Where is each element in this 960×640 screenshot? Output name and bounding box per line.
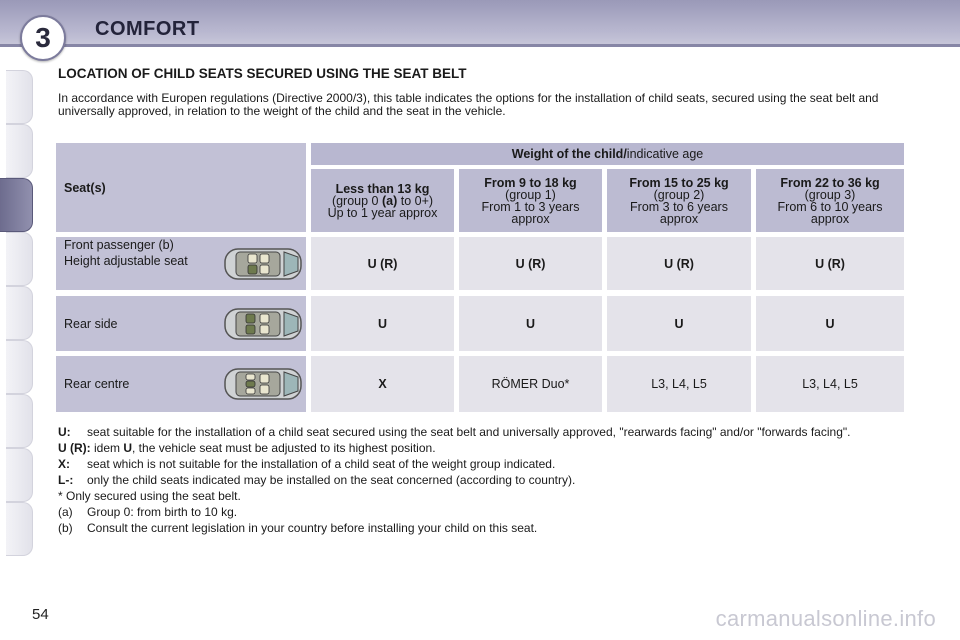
column-4-group: (group 3) (804, 187, 856, 202)
car-seat-diagram-rear-centre-icon (224, 367, 302, 401)
cell-value: U (R) (367, 256, 398, 271)
chapter-tab-9[interactable] (6, 502, 33, 556)
cell-value: U (825, 316, 835, 331)
watermark: carmanualsonline.info (715, 606, 936, 631)
weight-header (311, 143, 904, 165)
legend-text: seat suitable for the installation of a child seat secured using the seat belt and universally approved, "rearwards facing" and/or "forwards facing". (87, 425, 851, 439)
cell-value: U (R) (815, 256, 845, 271)
column-1-group: (group 0 (a) to 0+) (331, 193, 434, 208)
table-cell (311, 356, 454, 412)
legend-text: U (R): idem U, the vehicle seat must be adjusted to its highest position. (58, 441, 436, 455)
legend-item-x (58, 458, 918, 471)
page-number: 54 (32, 606, 49, 623)
column-1-age: Up to 1 year approx (327, 205, 438, 220)
chapter-tab-6[interactable] (6, 340, 33, 394)
seat-column-header (56, 143, 306, 232)
legend-key: (b) (58, 521, 73, 535)
chapter-tab-8[interactable] (6, 448, 33, 502)
table-cell (756, 356, 904, 412)
weight-header-bold: Weight of the child/ (511, 147, 627, 161)
chapter-title: COMFORT (95, 18, 200, 40)
legend-key: L-: (58, 473, 74, 487)
chapter-number-badge (20, 15, 66, 61)
car-seat-diagram-rear-side-icon (224, 307, 302, 341)
cell-value: L3, L4, L5 (802, 377, 858, 391)
legend-key: X: (58, 457, 70, 471)
column-3-approx: approx (659, 211, 699, 226)
table-cell (607, 356, 751, 412)
table-cell (459, 237, 602, 290)
table-cell (459, 296, 602, 351)
chapter-tab-3-active[interactable] (0, 178, 33, 232)
cell-value: U (377, 316, 388, 331)
column-2-group: (group 1) (505, 187, 556, 202)
column-3-group: (group 2) (653, 187, 705, 202)
chapter-tab-1[interactable] (6, 70, 33, 124)
cell-value: L3, L4, L5 (651, 377, 707, 391)
cell-value: X (378, 377, 387, 391)
table-cell (756, 237, 904, 290)
legend-item-u (58, 426, 918, 439)
legend-item-ur (58, 442, 918, 455)
chapter-tabs (0, 70, 34, 580)
column-header-3 (607, 169, 751, 232)
car-seat-diagram-front-icon (224, 247, 302, 281)
column-header-4 (756, 169, 904, 232)
cell-value: U (R) (664, 256, 694, 271)
legend-item-a (58, 506, 918, 519)
seat-label-line1: Rear centre (64, 377, 130, 391)
chapter-number: 3 (35, 22, 51, 53)
legend-item-l (58, 474, 918, 487)
legend-key: (a) (58, 505, 73, 519)
column-2-title: From 9 to 18 kg (484, 175, 577, 190)
column-3-age: From 3 to 6 years (630, 199, 728, 214)
legend-text: only the child seats indicated may be installed on the seat concerned (according to country). (87, 473, 576, 487)
table-cell (311, 296, 454, 351)
column-2-age: From 1 to 3 years (481, 199, 580, 214)
column-4-title: From 22 to 36 kg (780, 175, 880, 190)
legend-key: U: (58, 425, 71, 439)
table-cell (311, 237, 454, 290)
chapter-tab-5[interactable] (6, 286, 33, 340)
legend-text: Consult the current legislation in your country before installing your child on this seat. (87, 521, 538, 535)
table-row-seat-rear-centre (56, 356, 306, 412)
column-header-1 (311, 169, 454, 232)
table-cell (459, 356, 602, 412)
column-1-title: Less than 13 kg (335, 181, 430, 196)
intro-paragraph: In accordance with Europen regulations (Directive 2000/3), this table indicates the options for the installation of child seats, secured using the seat belt and universally approved, in relation to the weight of the child and the seat in the vehicle. (58, 91, 879, 118)
header-divider (0, 44, 960, 47)
seat-header-text: Seat(s) (64, 180, 106, 195)
legend-text: * Only secured using the seat belt. (58, 489, 241, 503)
chapter-tab-4[interactable] (6, 232, 33, 286)
legend-text: Group 0: from birth to 10 kg. (87, 505, 238, 519)
legend-text: seat which is not suitable for the installation of a child seat of the weight group indicated. (87, 457, 556, 471)
table-row-seat-rear-side (56, 296, 306, 351)
seat-label-line1: Rear side (64, 316, 118, 331)
chapter-tab-2[interactable] (6, 124, 33, 178)
column-header-2 (459, 169, 602, 232)
legend-item-b (58, 522, 918, 535)
chapter-tab-7[interactable] (6, 394, 33, 448)
seat-label-line1: Front passenger (b) (64, 238, 174, 252)
table-cell (607, 237, 751, 290)
table-cell (756, 296, 904, 351)
column-2-approx: approx (511, 211, 550, 226)
legend (58, 426, 918, 538)
cell-value: U (674, 316, 684, 331)
cell-value: RÖMER Duo* (491, 377, 570, 391)
column-3-title: From 15 to 25 kg (629, 175, 729, 190)
table-cell (607, 296, 751, 351)
cell-value: U (R) (515, 256, 546, 271)
cell-value: U (525, 316, 536, 331)
section-heading: LOCATION OF CHILD SEATS SECURED USING THE SEAT BELT (58, 66, 467, 81)
weight-header-normal: indicative age (626, 147, 704, 161)
column-4-approx: approx (810, 211, 850, 226)
table-row-seat-front-passenger (56, 237, 306, 290)
legend-item-star (58, 490, 918, 503)
seat-label-line2: Height adjustable seat (64, 254, 188, 268)
column-4-age: From 6 to 10 years (777, 199, 883, 214)
